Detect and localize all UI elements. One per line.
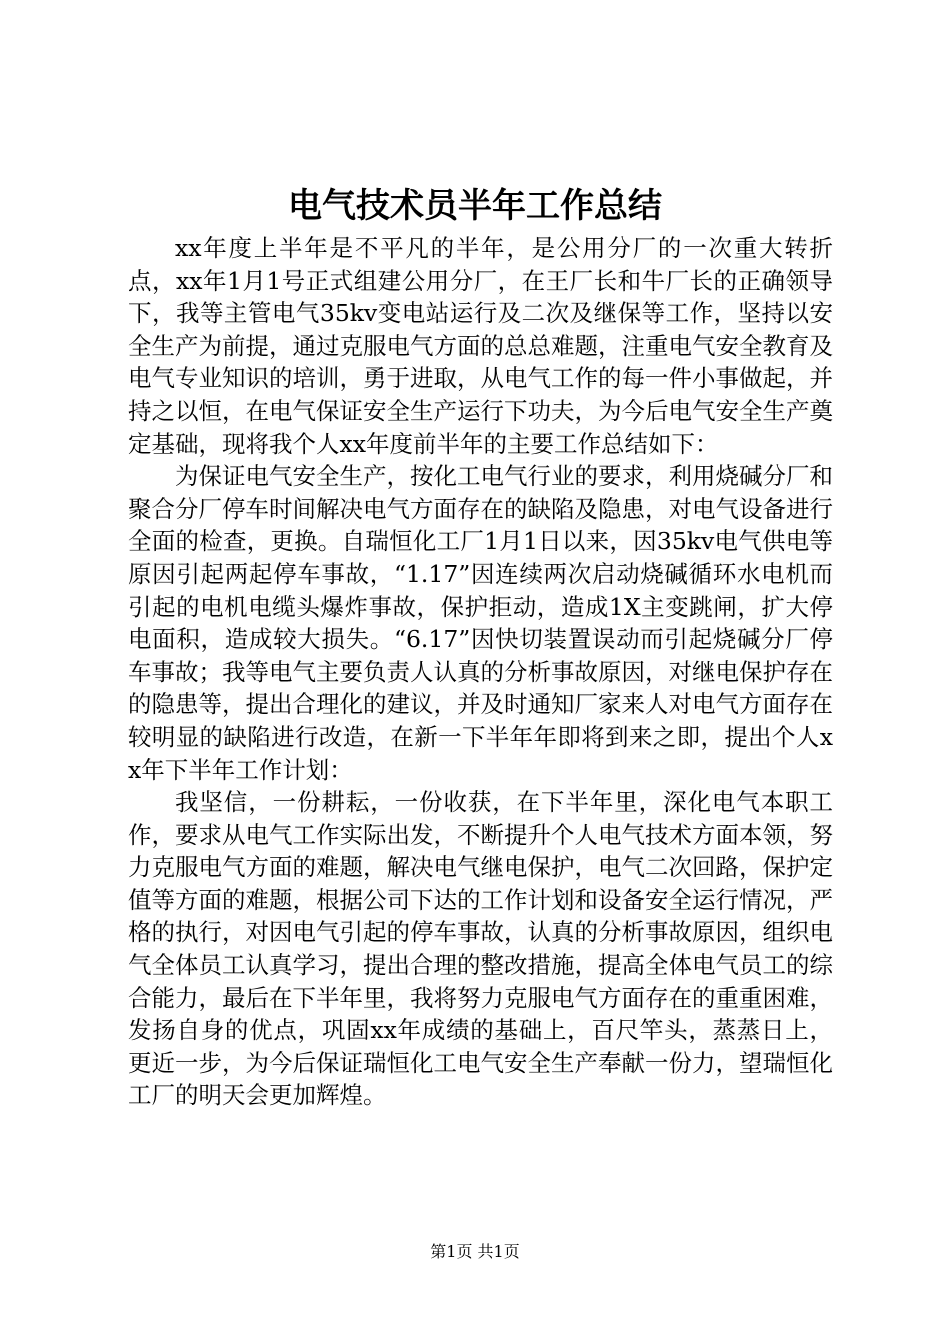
paragraph-safety: 为保证电气安全生产，按化工电气行业的要求，利用烧碱分厂和聚合分厂停车时间解决电气方面存在的缺陷及隐患，对电气设备进行全面的检查，更换。自瑞恒化工厂1月1日以来，因35kv电气供电等原因引起两起停车事故，“1.17”因连续两次启动烧碱循环水电机而引起的电机电缆头爆炸事故，保护拒动，造成1X主变跳闸，扩大停电面积，造成较大损失。“6.17”因快切装置误动而引起烧碱分厂停车事故；我等电气主要负责人认真的分析事故原因，对继电保护存在的隐患等，提出合理化的建议，并及时通知厂家来人对电气方面存在较明显的缺陷进行改造，在新一下半年年即将到来之即，提出个人xx年下半年工作计划： [128, 462, 833, 784]
paragraph-intro: xx年度上半年是不平凡的半年，是公用分厂的一次重大转折点，xx年1月1号正式组建公用分厂，在王厂长和牛厂长的正确领导下，我等主管电气35kv变电站运行及二次及继保等工作，坚持以安全生产为前提，通过克服电气方面的总总难题，注重电气安全教育及电气专业知识的培训，勇于进取，从电气工作的每一件小事做起，并持之以恒，在电气保证安全生产运行下功夫，为今后电气安全生产奠定基础，现将我个人xx年度前半年的主要工作总结如下： [128, 234, 833, 458]
document-title: 电气技术员半年工作总结 [288, 186, 662, 226]
paragraph-plan: 我坚信，一份耕耘，一份收获，在下半年里，深化电气本职工作，要求从电气工作实际出发，不断提升个人电气技术方面本领，努力克服电气方面的难题，解决电气继电保护，电气二次回路，保护定值等方面的难题，根据公司下达的工作计划和设备安全运行情况，严格的执行，对因电气引起的停车事故，认真的分析事故原因，组织电气全体员工认真学习，提出合理的整改措施，提高全体电气员工的综合能力，最后在下半年里，我将努力克服电气方面存在的重重困难，发扬自身的优点，巩固xx年成绩的基础上，百尺竿头，蒸蒸日上，更近一步，为今后保证瑞恒化工电气安全生产奉献一份力，望瑞恒化工厂的明天会更加辉煌。 [128, 788, 833, 1110]
page-footer: 第1页 共1页 [430, 1242, 520, 1261]
document-body [128, 232, 833, 1112]
